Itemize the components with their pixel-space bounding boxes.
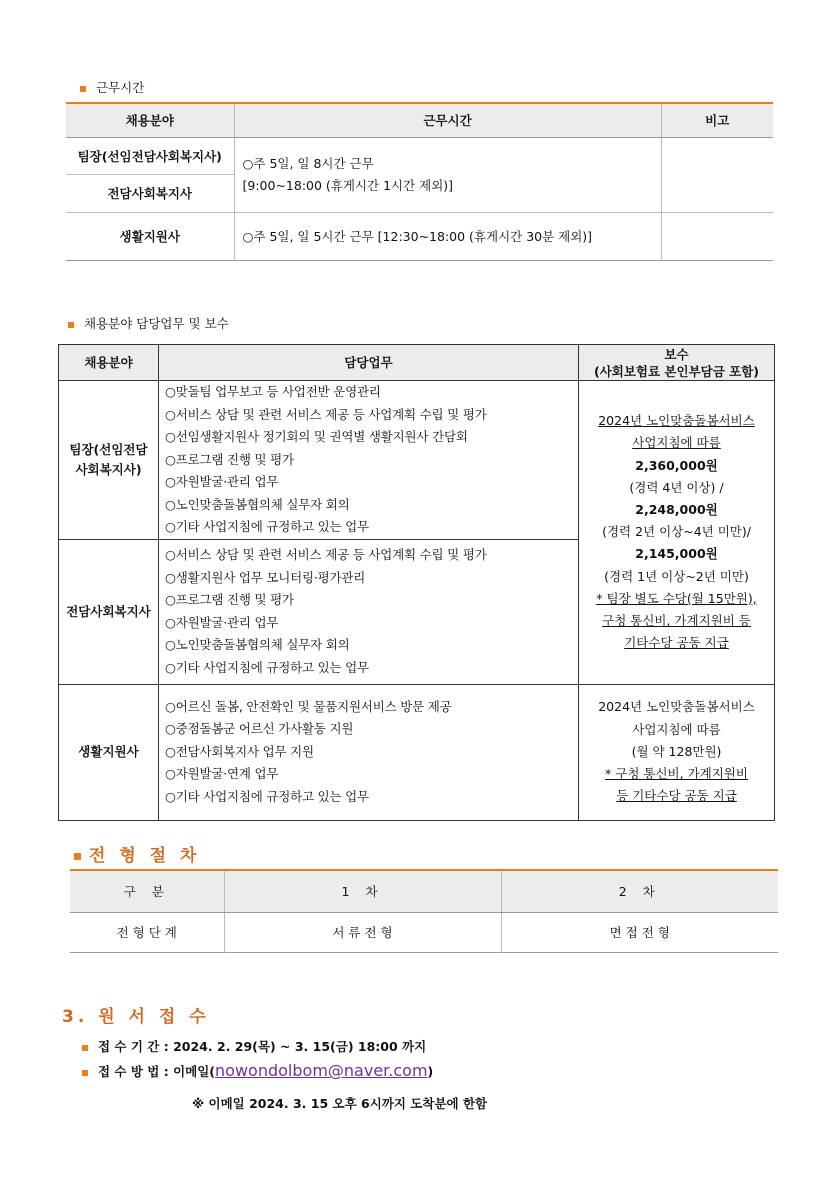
list-item: ○기타 사업지침에 규정하고 있는 업무 — [165, 659, 369, 675]
field-cell: 팀장(선임전담사회복지사) — [66, 137, 234, 174]
application-note: ※ 이메일 2024. 3. 15 오후 6시까지 도착분에 한함 — [192, 1096, 488, 1111]
field-cell: 전담사회복지사 — [59, 539, 159, 684]
list-item: ○서비스 상담 및 관련 서비스 제공 등 사업계획 수립 및 평가 — [165, 406, 487, 422]
column-header: 채용분야 — [59, 345, 159, 381]
remark-cell — [661, 137, 773, 212]
list-item: ○프로그램 진행 및 평가 — [165, 592, 294, 607]
list-item: ○자원발굴·관리 업무 — [165, 614, 279, 630]
list-item: ○중점돌봄군 어르신 가사활동 지원 — [165, 721, 354, 737]
column-header: 1 차 — [224, 870, 501, 912]
square-bullet-icon — [82, 1070, 88, 1076]
list-item: ○노인맞춤돌봄협의체 실무자 회의 — [165, 637, 350, 652]
work-hours-heading: 근무시간 — [80, 78, 144, 96]
field-cell: 팀장(선임전담 사회복지사) — [59, 381, 159, 540]
list-item: ○어르신 돌봄, 안전확인 및 물품지원서비스 방문 제공 — [165, 698, 452, 714]
field-cell: 전담사회복지사 — [66, 174, 234, 212]
column-header: 채용분야 — [66, 103, 234, 137]
square-bullet-icon — [74, 853, 81, 860]
duties-heading: 채용분야 담당업무 및 보수 — [68, 314, 229, 332]
list-item: ○맞돌팀 업무보고 등 사업전반 운영관리 — [165, 384, 381, 399]
column-header: 비고 — [661, 103, 773, 137]
column-header: 보수 (사회보험료 본인부담금 포함) — [579, 345, 775, 381]
list-item: ○생활지원사 업무 모니터링·평가관리 — [165, 569, 366, 585]
list-item: ○전담사회복지사 업무 지원 — [165, 743, 314, 759]
list-item: ○프로그램 진행 및 평가 — [165, 451, 294, 467]
list-item: ○선임생활지원사 정기회의 및 권역별 생활지원사 간담회 — [165, 429, 468, 444]
square-bullet-icon — [82, 1045, 88, 1051]
square-bullet-icon — [80, 86, 86, 92]
list-item: ○기타 사업지침에 규정하고 있는 업무 — [165, 788, 369, 804]
tasks-cell — [159, 684, 579, 820]
tasks-cell — [159, 539, 579, 684]
table-cell: 서 류 전 형 — [224, 912, 501, 952]
square-bullet-icon — [68, 322, 74, 328]
field-cell: 생활지원사 — [66, 212, 234, 260]
hours-cell: ○주 5일, 일 8시간 근무 [9:00~18:00 (휴게시간 1시간 제외)] — [234, 137, 661, 212]
application-method: 접 수 방 법 : 이메일(nowondolbom@naver.com) — [82, 1061, 433, 1080]
list-item: ○자원발굴·관리 업무 — [165, 474, 279, 489]
hours-cell: ○주 5일, 일 5시간 근무 [12:30~18:00 (휴게시간 30분 제외)] — [234, 212, 661, 260]
pay-cell: 2024년 노인맞춤돌봄서비스 사업지침에 따름 (월 약 128만원) * 구청 통신비, 가계지원비 등 기타수당 공동 지급 — [579, 684, 775, 820]
column-header: 담당업무 — [159, 345, 579, 381]
column-header: 구 분 — [70, 870, 224, 912]
list-item: ○서비스 상담 및 관련 서비스 제공 등 사업계획 수립 및 평가 — [165, 547, 487, 562]
selection-heading: 전 형 절 차 — [74, 841, 200, 866]
selection-table — [70, 869, 778, 953]
email-link[interactable]: nowondolbom@naver.com — [215, 1061, 428, 1080]
remark-cell — [661, 212, 773, 260]
application-heading: 3. 원 서 접 수 — [62, 1007, 210, 1027]
column-header: 2 차 — [501, 870, 778, 912]
list-item: ○자원발굴·연계 업무 — [165, 766, 279, 782]
pay-cell: 2024년 노인맞춤돌봄서비스 사업지침에 따름 2,360,000원 (경력 4년 이상) / 2,248,000원 (경력 2년 이상~4년 미만)/ 2,145,000원 (경력 1년 이상~2년 미만) * 팀장 별도 수당(월 15만원), 구청 통신비, 가계지원비 등 기타수당 공동 지급 — [579, 381, 775, 685]
list-item: ○기타 사업지침에 규정하고 있는 업무 — [165, 519, 369, 534]
table-cell: 전 형 단 계 — [116, 925, 177, 940]
application-period: 접 수 기 간 : 2024. 2. 29(목) ~ 3. 15(금) 18:00 까지 — [82, 1037, 426, 1055]
list-item: ○노인맞춤돌봄협의체 실무자 회의 — [165, 496, 350, 512]
work-hours-table — [66, 102, 773, 261]
tasks-cell — [159, 381, 579, 540]
table-cell: 면 접 전 형 — [501, 912, 778, 952]
duties-pay-table — [58, 344, 774, 821]
column-header: 근무시간 — [234, 103, 661, 137]
field-cell: 생활지원사 — [59, 684, 159, 820]
